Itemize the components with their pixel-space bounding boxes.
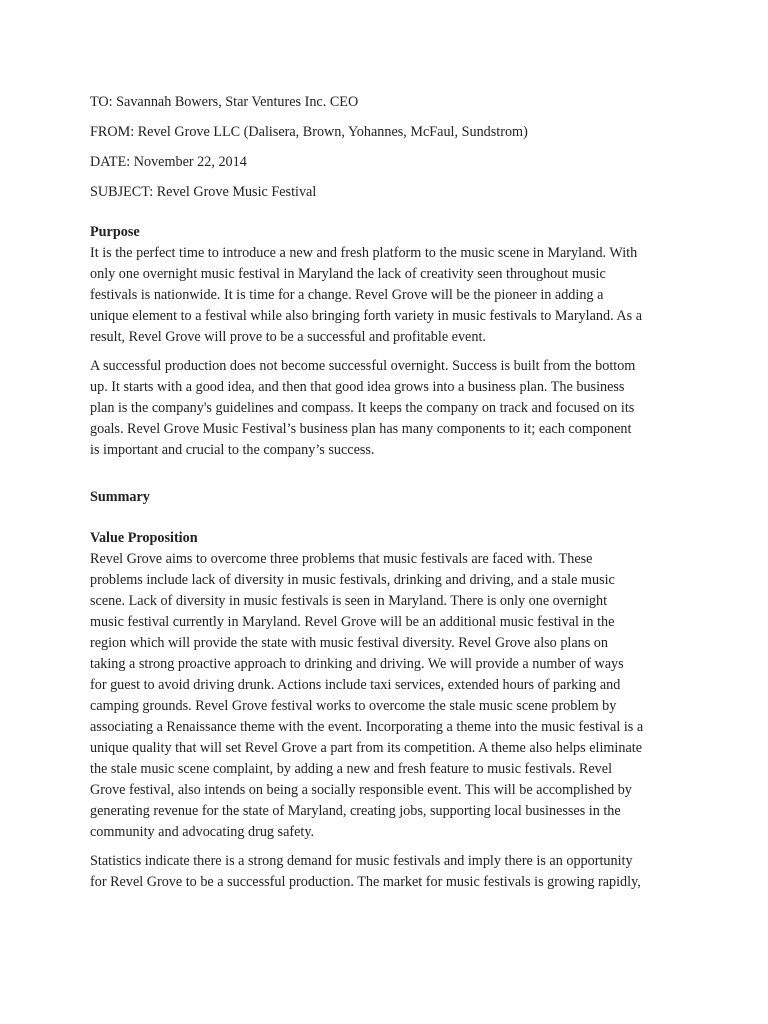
value-proposition-paragraph-2 — [90, 851, 690, 893]
text-line: music festival currently in Maryland. Revel Grove will be an additional music festival in the — [90, 614, 615, 630]
text-line: is important and crucial to the company’s success. — [90, 442, 375, 458]
text-line: for Revel Grove to be a successful production. The market for music festivals is growing rapidly, — [90, 874, 641, 890]
summary-heading: Summary — [90, 489, 150, 505]
text-line: region which will provide the state with music festival diversity. Revel Grove also plans on — [90, 635, 608, 651]
text-line: plan is the company's guidelines and compass. It keeps the company on track and focused on its — [90, 400, 635, 416]
text-line: Statistics indicate there is a strong demand for music festivals and imply there is an opportunity — [90, 853, 633, 869]
memo-document — [90, 92, 690, 901]
text-line: Grove festival, also intends on being a socially responsible event. This will be accomplished by — [90, 782, 632, 798]
purpose-heading: Purpose — [90, 224, 140, 240]
summary-section — [90, 487, 690, 508]
text-line: the stale music scene complaint, by adding a new and fresh feature to music festivals. Revel — [90, 761, 613, 777]
text-line: unique element to a festival while also bringing forth variety in music festivals to Maryland. As a — [90, 308, 643, 324]
purpose-paragraph-2 — [90, 356, 690, 461]
memo-date-line: DATE: November 22, 2014 — [90, 154, 247, 170]
memo-header — [90, 92, 690, 203]
text-line: problems include lack of diversity in music festivals, drinking and driving, and a stale music — [90, 572, 615, 588]
text-line: camping grounds. Revel Grove festival works to overcome the stale music scene problem by — [90, 698, 617, 714]
text-line: generating revenue for the state of Maryland, creating jobs, supporting local businesses in the — [90, 803, 621, 819]
text-line: only one overnight music festival in Maryland the lack of creativity seen throughout music — [90, 266, 606, 282]
text-line: up. It starts with a good idea, and then that good idea grows into a business plan. The business — [90, 379, 625, 395]
text-line: unique quality that will set Revel Grove a part from its competition. A theme also helps eliminate — [90, 740, 643, 756]
value-proposition-section — [90, 528, 690, 893]
value-proposition-paragraph-1 — [90, 549, 690, 843]
memo-subject-line: SUBJECT: Revel Grove Music Festival — [90, 184, 317, 200]
memo-to-line: TO: Savannah Bowers, Star Ventures Inc. CEO — [90, 94, 359, 110]
text-line: Revel Grove aims to overcome three problems that music festivals are faced with. These — [90, 551, 593, 567]
text-line: community and advocating drug safety. — [90, 824, 315, 840]
text-line: for guest to avoid driving drunk. Actions include taxi services, extended hours of parking and — [90, 677, 621, 693]
purpose-paragraph-1 — [90, 243, 690, 348]
text-line: scene. Lack of diversity in music festivals is seen in Maryland. There is only one overnight — [90, 593, 608, 609]
memo-from-line: FROM: Revel Grove LLC (Dalisera, Brown, Yohannes, McFaul, Sundstrom) — [90, 124, 528, 140]
value-proposition-heading: Value Proposition — [90, 530, 198, 546]
text-line: festivals is nationwide. It is time for a change. Revel Grove will be the pioneer in adding a — [90, 287, 604, 303]
purpose-section — [90, 222, 690, 461]
text-line: It is the perfect time to introduce a new and fresh platform to the music scene in Maryland. With — [90, 245, 638, 261]
text-line: associating a Renaissance theme with the event. Incorporating a theme into the music festival is a — [90, 719, 644, 735]
text-line: result, Revel Grove will prove to be a successful and profitable event. — [90, 329, 486, 345]
text-line: A successful production does not become successful overnight. Success is built from the bottom — [90, 358, 636, 374]
text-line: taking a strong proactive approach to drinking and driving. We will provide a number of ways — [90, 656, 624, 672]
text-line: goals. Revel Grove Music Festival’s business plan has many components to it; each component — [90, 421, 632, 437]
